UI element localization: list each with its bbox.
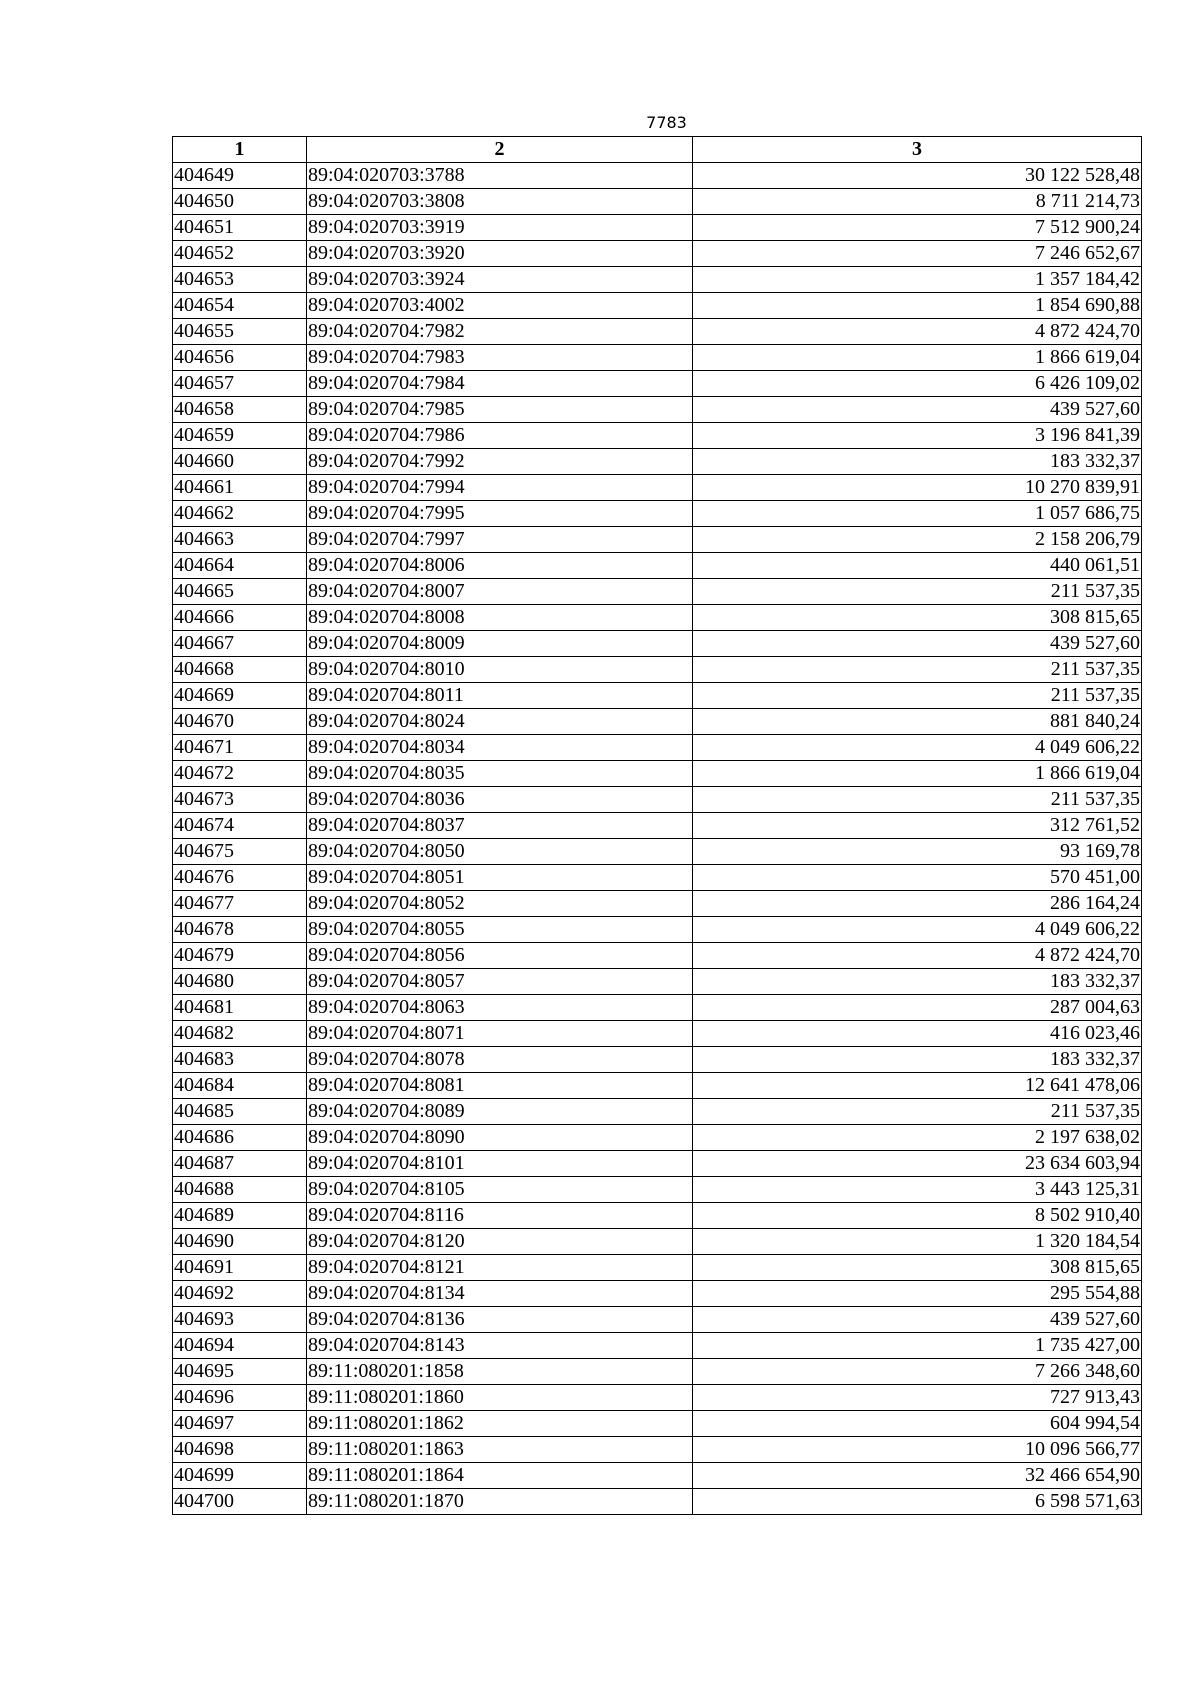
row-number-cell: 404678 <box>173 917 307 943</box>
table-row <box>173 761 1142 787</box>
table-row <box>173 267 1142 293</box>
cadastral-number-cell: 89:11:080201:1864 <box>307 1463 693 1489</box>
row-number-cell: 404684 <box>173 1073 307 1099</box>
row-number-cell: 404681 <box>173 995 307 1021</box>
row-number-cell: 404654 <box>173 293 307 319</box>
data-table <box>172 136 1142 1515</box>
table-row <box>173 215 1142 241</box>
table-row <box>173 241 1142 267</box>
value-cell: 570 451,00 <box>693 865 1142 891</box>
table-row <box>173 943 1142 969</box>
cadastral-number-cell: 89:04:020703:3788 <box>307 163 693 189</box>
value-cell: 439 527,60 <box>693 1307 1142 1333</box>
row-number-cell: 404653 <box>173 267 307 293</box>
row-number-cell: 404655 <box>173 319 307 345</box>
row-number-cell: 404674 <box>173 813 307 839</box>
row-number-cell: 404686 <box>173 1125 307 1151</box>
cadastral-number-cell: 89:04:020704:8009 <box>307 631 693 657</box>
table-header <box>173 137 1142 163</box>
cadastral-number-cell: 89:04:020704:8078 <box>307 1047 693 1073</box>
row-number-cell: 404672 <box>173 761 307 787</box>
row-number-cell: 404659 <box>173 423 307 449</box>
row-number-cell: 404661 <box>173 475 307 501</box>
table-row <box>173 917 1142 943</box>
value-cell: 32 466 654,90 <box>693 1463 1142 1489</box>
table-row <box>173 839 1142 865</box>
cadastral-number-cell: 89:11:080201:1860 <box>307 1385 693 1411</box>
value-cell: 6 426 109,02 <box>693 371 1142 397</box>
row-number-cell: 404676 <box>173 865 307 891</box>
table-row <box>173 995 1142 1021</box>
cadastral-number-cell: 89:11:080201:1862 <box>307 1411 693 1437</box>
value-cell: 7 512 900,24 <box>693 215 1142 241</box>
value-cell: 308 815,65 <box>693 605 1142 631</box>
table-row <box>173 1073 1142 1099</box>
value-cell: 10 270 839,91 <box>693 475 1142 501</box>
table-row <box>173 969 1142 995</box>
value-cell: 183 332,37 <box>693 969 1142 995</box>
table-row <box>173 1229 1142 1255</box>
table-row <box>173 475 1142 501</box>
row-number-cell: 404682 <box>173 1021 307 1047</box>
row-number-cell: 404658 <box>173 397 307 423</box>
cadastral-number-cell: 89:04:020703:3920 <box>307 241 693 267</box>
value-cell: 8 711 214,73 <box>693 189 1142 215</box>
cadastral-number-cell: 89:04:020704:8089 <box>307 1099 693 1125</box>
row-number-cell: 404664 <box>173 553 307 579</box>
cadastral-number-cell: 89:04:020704:8055 <box>307 917 693 943</box>
row-number-cell: 404687 <box>173 1151 307 1177</box>
row-number-cell: 404683 <box>173 1047 307 1073</box>
value-cell: 416 023,46 <box>693 1021 1142 1047</box>
value-cell: 439 527,60 <box>693 631 1142 657</box>
table-row <box>173 813 1142 839</box>
cadastral-number-cell: 89:04:020704:8010 <box>307 657 693 683</box>
table-row <box>173 735 1142 761</box>
row-number-cell: 404691 <box>173 1255 307 1281</box>
table-row <box>173 449 1142 475</box>
cadastral-number-cell: 89:04:020704:7992 <box>307 449 693 475</box>
header-cell-2: 2 <box>307 137 693 163</box>
cadastral-number-cell: 89:04:020704:8036 <box>307 787 693 813</box>
cadastral-number-cell: 89:04:020704:7982 <box>307 319 693 345</box>
value-cell: 183 332,37 <box>693 1047 1142 1073</box>
row-number-cell: 404675 <box>173 839 307 865</box>
row-number-cell: 404657 <box>173 371 307 397</box>
row-number-cell: 404692 <box>173 1281 307 1307</box>
row-number-cell: 404694 <box>173 1333 307 1359</box>
page-number: 7783 <box>646 113 687 132</box>
row-number-cell: 404690 <box>173 1229 307 1255</box>
table-row <box>173 1411 1142 1437</box>
table-row <box>173 1385 1142 1411</box>
value-cell: 7 266 348,60 <box>693 1359 1142 1385</box>
value-cell: 211 537,35 <box>693 657 1142 683</box>
value-cell: 211 537,35 <box>693 787 1142 813</box>
value-cell: 3 443 125,31 <box>693 1177 1142 1203</box>
row-number-cell: 404685 <box>173 1099 307 1125</box>
table-row <box>173 1021 1142 1047</box>
value-cell: 183 332,37 <box>693 449 1142 475</box>
table-row <box>173 345 1142 371</box>
value-cell: 727 913,43 <box>693 1385 1142 1411</box>
table-row <box>173 553 1142 579</box>
table-row <box>173 501 1142 527</box>
row-number-cell: 404665 <box>173 579 307 605</box>
table-row <box>173 1047 1142 1073</box>
table-row <box>173 1307 1142 1333</box>
row-number-cell: 404679 <box>173 943 307 969</box>
cadastral-number-cell: 89:04:020704:8143 <box>307 1333 693 1359</box>
row-number-cell: 404689 <box>173 1203 307 1229</box>
value-cell: 6 598 571,63 <box>693 1489 1142 1515</box>
cadastral-number-cell: 89:04:020704:8034 <box>307 735 693 761</box>
table-row <box>173 1203 1142 1229</box>
value-cell: 93 169,78 <box>693 839 1142 865</box>
cadastral-number-cell: 89:04:020704:7984 <box>307 371 693 397</box>
cadastral-number-cell: 89:11:080201:1870 <box>307 1489 693 1515</box>
cadastral-number-cell: 89:04:020704:8120 <box>307 1229 693 1255</box>
cadastral-number-cell: 89:11:080201:1858 <box>307 1359 693 1385</box>
value-cell: 4 872 424,70 <box>693 943 1142 969</box>
cadastral-number-cell: 89:04:020704:7983 <box>307 345 693 371</box>
cadastral-number-cell: 89:04:020704:8105 <box>307 1177 693 1203</box>
value-cell: 30 122 528,48 <box>693 163 1142 189</box>
value-cell: 8 502 910,40 <box>693 1203 1142 1229</box>
cadastral-number-cell: 89:04:020704:8090 <box>307 1125 693 1151</box>
cadastral-number-cell: 89:04:020704:7997 <box>307 527 693 553</box>
cadastral-number-cell: 89:04:020704:8035 <box>307 761 693 787</box>
table-row <box>173 527 1142 553</box>
cadastral-number-cell: 89:04:020703:3808 <box>307 189 693 215</box>
row-number-cell: 404668 <box>173 657 307 683</box>
table-row <box>173 1437 1142 1463</box>
value-cell: 295 554,88 <box>693 1281 1142 1307</box>
cadastral-number-cell: 89:04:020704:7985 <box>307 397 693 423</box>
table-row <box>173 1333 1142 1359</box>
table-row <box>173 1177 1142 1203</box>
row-number-cell: 404680 <box>173 969 307 995</box>
table-row <box>173 1255 1142 1281</box>
cadastral-number-cell: 89:11:080201:1863 <box>307 1437 693 1463</box>
value-cell: 604 994,54 <box>693 1411 1142 1437</box>
table-row <box>173 423 1142 449</box>
table-row <box>173 891 1142 917</box>
cadastral-number-cell: 89:04:020703:3919 <box>307 215 693 241</box>
cadastral-number-cell: 89:04:020704:8006 <box>307 553 693 579</box>
row-number-cell: 404693 <box>173 1307 307 1333</box>
cadastral-number-cell: 89:04:020703:4002 <box>307 293 693 319</box>
table-row <box>173 709 1142 735</box>
value-cell: 1 320 184,54 <box>693 1229 1142 1255</box>
table-row <box>173 163 1142 189</box>
table-row <box>173 631 1142 657</box>
cadastral-number-cell: 89:04:020704:8136 <box>307 1307 693 1333</box>
row-number-cell: 404695 <box>173 1359 307 1385</box>
table-row <box>173 1489 1142 1515</box>
row-number-cell: 404670 <box>173 709 307 735</box>
cadastral-number-cell: 89:04:020704:8071 <box>307 1021 693 1047</box>
table-row <box>173 1463 1142 1489</box>
table-row <box>173 1099 1142 1125</box>
table-row <box>173 865 1142 891</box>
value-cell: 1 735 427,00 <box>693 1333 1142 1359</box>
value-cell: 4 049 606,22 <box>693 917 1142 943</box>
value-cell: 286 164,24 <box>693 891 1142 917</box>
table-row <box>173 397 1142 423</box>
cadastral-number-cell: 89:04:020704:8134 <box>307 1281 693 1307</box>
row-number-cell: 404669 <box>173 683 307 709</box>
cadastral-number-cell: 89:04:020704:8008 <box>307 605 693 631</box>
value-cell: 1 057 686,75 <box>693 501 1142 527</box>
header-cell-3: 3 <box>693 137 1142 163</box>
cadastral-number-cell: 89:04:020703:3924 <box>307 267 693 293</box>
row-number-cell: 404663 <box>173 527 307 553</box>
value-cell: 1 866 619,04 <box>693 345 1142 371</box>
value-cell: 439 527,60 <box>693 397 1142 423</box>
value-cell: 211 537,35 <box>693 683 1142 709</box>
table-row <box>173 1281 1142 1307</box>
value-cell: 881 840,24 <box>693 709 1142 735</box>
row-number-cell: 404677 <box>173 891 307 917</box>
row-number-cell: 404656 <box>173 345 307 371</box>
cadastral-number-cell: 89:04:020704:8050 <box>307 839 693 865</box>
row-number-cell: 404698 <box>173 1437 307 1463</box>
value-cell: 4 049 606,22 <box>693 735 1142 761</box>
row-number-cell: 404650 <box>173 189 307 215</box>
row-number-cell: 404651 <box>173 215 307 241</box>
row-number-cell: 404660 <box>173 449 307 475</box>
value-cell: 312 761,52 <box>693 813 1142 839</box>
value-cell: 1 357 184,42 <box>693 267 1142 293</box>
value-cell: 12 641 478,06 <box>693 1073 1142 1099</box>
row-number-cell: 404696 <box>173 1385 307 1411</box>
table-row <box>173 371 1142 397</box>
cadastral-number-cell: 89:04:020704:8011 <box>307 683 693 709</box>
cadastral-number-cell: 89:04:020704:8024 <box>307 709 693 735</box>
value-cell: 23 634 603,94 <box>693 1151 1142 1177</box>
row-number-cell: 404671 <box>173 735 307 761</box>
cadastral-number-cell: 89:04:020704:7994 <box>307 475 693 501</box>
table-row <box>173 189 1142 215</box>
header-cell-1: 1 <box>173 137 307 163</box>
cadastral-number-cell: 89:04:020704:7995 <box>307 501 693 527</box>
row-number-cell: 404700 <box>173 1489 307 1515</box>
cadastral-number-cell: 89:04:020704:8056 <box>307 943 693 969</box>
cadastral-number-cell: 89:04:020704:8101 <box>307 1151 693 1177</box>
table-row <box>173 605 1142 631</box>
row-number-cell: 404697 <box>173 1411 307 1437</box>
cadastral-number-cell: 89:04:020704:8063 <box>307 995 693 1021</box>
row-number-cell: 404652 <box>173 241 307 267</box>
cadastral-number-cell: 89:04:020704:8116 <box>307 1203 693 1229</box>
row-number-cell: 404649 <box>173 163 307 189</box>
row-number-cell: 404662 <box>173 501 307 527</box>
value-cell: 308 815,65 <box>693 1255 1142 1281</box>
value-cell: 440 061,51 <box>693 553 1142 579</box>
table-row <box>173 293 1142 319</box>
table-row <box>173 1151 1142 1177</box>
cadastral-number-cell: 89:04:020704:8121 <box>307 1255 693 1281</box>
value-cell: 3 196 841,39 <box>693 423 1142 449</box>
cadastral-number-cell: 89:04:020704:8051 <box>307 865 693 891</box>
cadastral-number-cell: 89:04:020704:8037 <box>307 813 693 839</box>
value-cell: 287 004,63 <box>693 995 1142 1021</box>
cadastral-number-cell: 89:04:020704:8007 <box>307 579 693 605</box>
cadastral-number-cell: 89:04:020704:7986 <box>307 423 693 449</box>
row-number-cell: 404673 <box>173 787 307 813</box>
value-cell: 2 197 638,02 <box>693 1125 1142 1151</box>
table-row <box>173 1359 1142 1385</box>
table-row <box>173 579 1142 605</box>
row-number-cell: 404666 <box>173 605 307 631</box>
table-row <box>173 683 1142 709</box>
cadastral-number-cell: 89:04:020704:8057 <box>307 969 693 995</box>
value-cell: 1 854 690,88 <box>693 293 1142 319</box>
header-row <box>173 137 1142 163</box>
cadastral-number-cell: 89:04:020704:8081 <box>307 1073 693 1099</box>
table-row <box>173 657 1142 683</box>
table-row <box>173 319 1142 345</box>
row-number-cell: 404688 <box>173 1177 307 1203</box>
row-number-cell: 404699 <box>173 1463 307 1489</box>
value-cell: 4 872 424,70 <box>693 319 1142 345</box>
table-body <box>173 163 1142 1515</box>
table-row <box>173 1125 1142 1151</box>
value-cell: 1 866 619,04 <box>693 761 1142 787</box>
value-cell: 211 537,35 <box>693 1099 1142 1125</box>
row-number-cell: 404667 <box>173 631 307 657</box>
table-row <box>173 787 1142 813</box>
value-cell: 2 158 206,79 <box>693 527 1142 553</box>
value-cell: 7 246 652,67 <box>693 241 1142 267</box>
cadastral-number-cell: 89:04:020704:8052 <box>307 891 693 917</box>
value-cell: 10 096 566,77 <box>693 1437 1142 1463</box>
value-cell: 211 537,35 <box>693 579 1142 605</box>
